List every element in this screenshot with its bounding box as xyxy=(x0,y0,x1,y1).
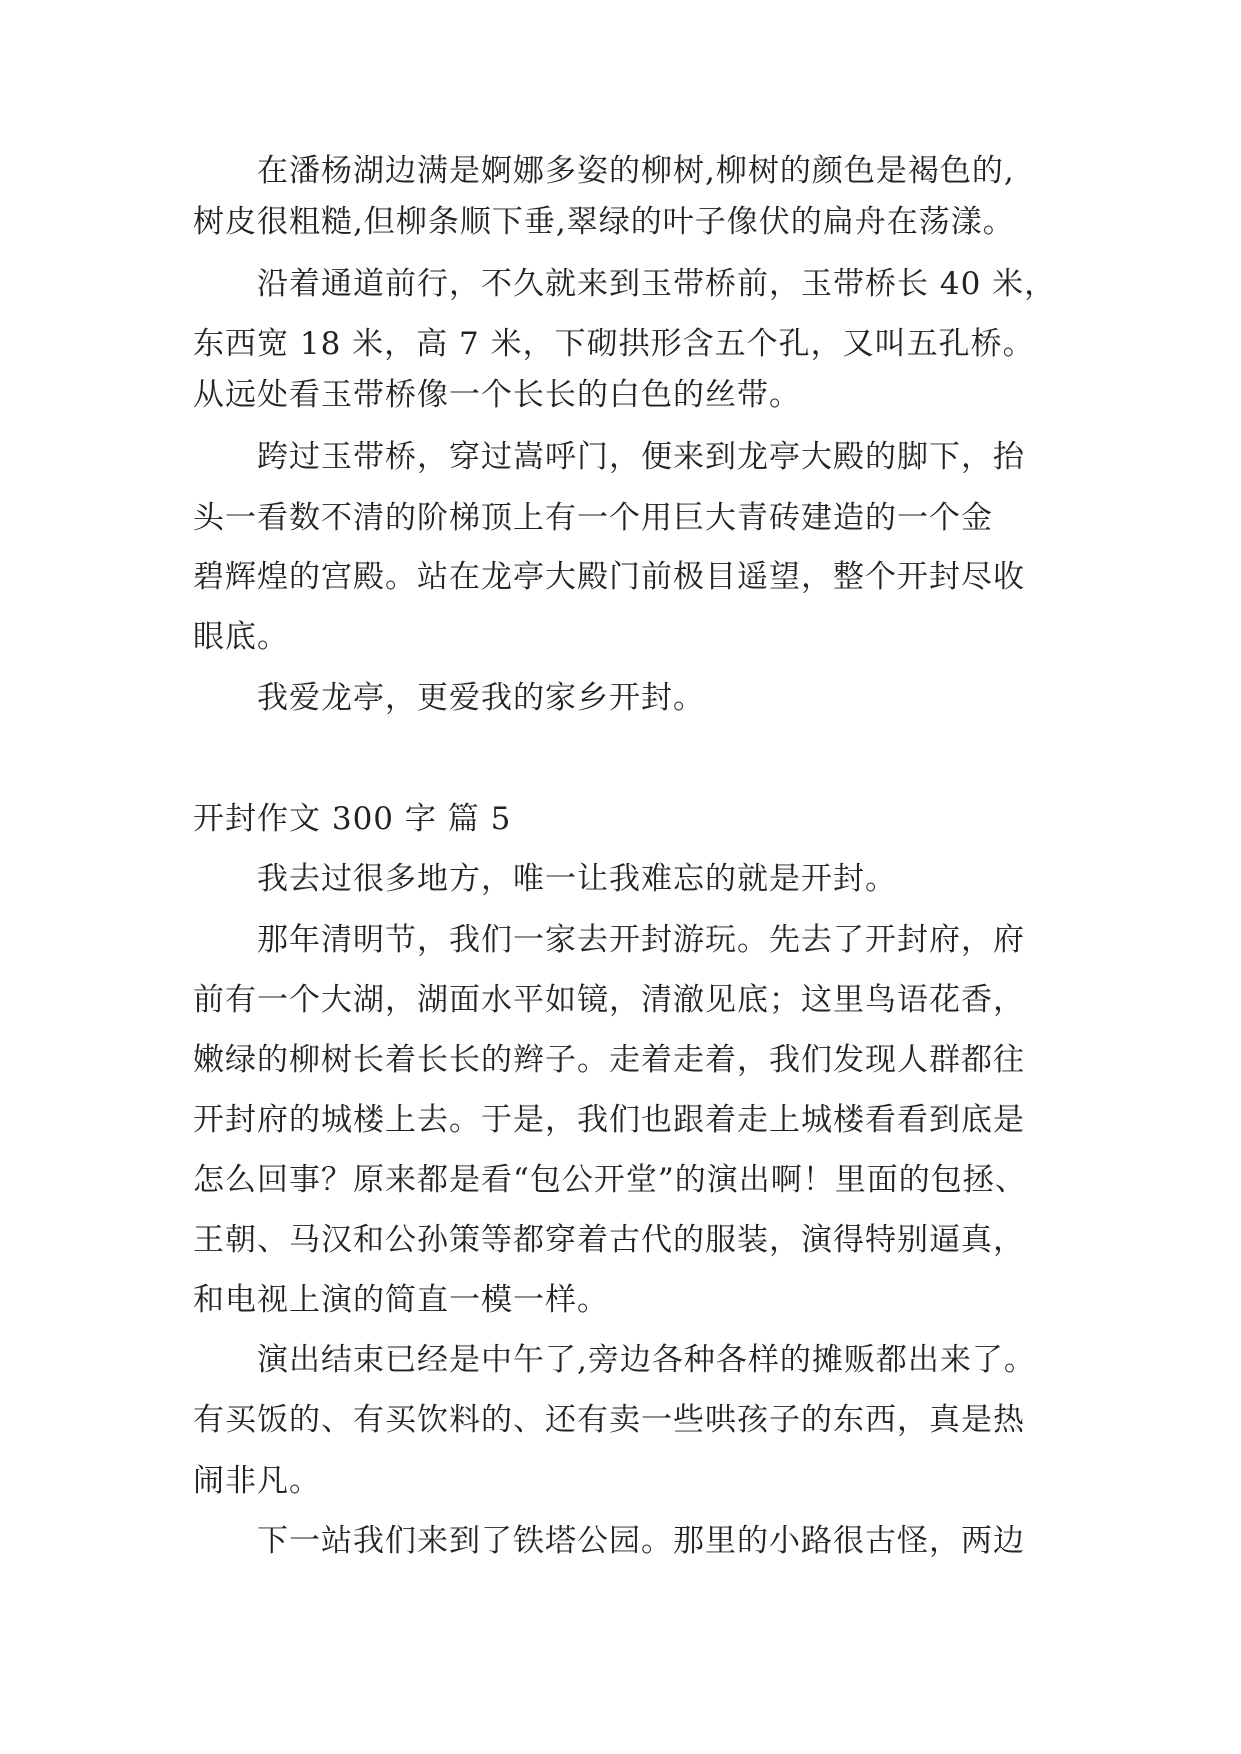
paragraph-line: 眼底。 xyxy=(193,619,289,655)
paragraph-line: 树皮很粗糙,但柳条顺下垂,翠绿的叶子像伏的扁舟在荡漾。 xyxy=(193,204,1015,240)
paragraph-line: 在潘杨湖边满是婀娜多姿的柳树,柳树的颜色是褐色的, xyxy=(257,153,1015,189)
paragraph-line: 怎么回事？原来都是看“包公开堂”的演出啊！里面的包拯、 xyxy=(193,1162,1027,1198)
paragraph-line: 王朝、马汉和公孙策等都穿着古代的服装，演得特别逼真， xyxy=(193,1222,1025,1258)
paragraph-line: 有买饭的、有买饮料的、还有卖一些哄孩子的东西，真是热 xyxy=(193,1402,1025,1438)
paragraph-line: 头一看数不清的阶梯顶上有一个用巨大青砖建造的一个金 xyxy=(193,500,993,536)
paragraph-line: 和电视上演的简直一模一样。 xyxy=(193,1282,609,1318)
paragraph-line: 我爱龙亭，更爱我的家乡开封。 xyxy=(257,680,705,716)
paragraph-line: 开封府的城楼上去。于是，我们也跟着走上城楼看看到底是 xyxy=(193,1102,1025,1138)
paragraph-line: 东西宽 18 米，高 7 米，下砌拱形含五个孔，又叫五孔桥。 xyxy=(193,326,1035,362)
paragraph-line: 下一站我们来到了铁塔公园。那里的小路很古怪，两边 xyxy=(257,1523,1025,1559)
paragraph-line: 我去过很多地方，唯一让我难忘的就是开封。 xyxy=(257,861,897,897)
paragraph-line: 跨过玉带桥，穿过嵩呼门，便来到龙亭大殿的脚下，抬 xyxy=(257,439,1025,475)
section-heading: 开封作文 300 字 篇 5 xyxy=(193,801,512,837)
paragraph-line: 沿着通道前行，不久就来到玉带桥前，玉带桥长 40 米， xyxy=(257,266,1057,302)
paragraph-line: 嫩绿的柳树长着长长的辫子。走着走着，我们发现人群都往 xyxy=(193,1042,1025,1078)
paragraph-line: 前有一个大湖，湖面水平如镜，清澈见底；这里鸟语花香， xyxy=(193,982,1025,1018)
paragraph-line: 碧辉煌的宫殿。站在龙亭大殿门前极目遥望，整个开封尽收 xyxy=(193,559,1025,595)
paragraph-line: 那年清明节，我们一家去开封游玩。先去了开封府，府 xyxy=(257,922,1025,958)
paragraph-line: 闹非凡。 xyxy=(193,1463,321,1499)
paragraph-line: 演出结束已经是中午了,旁边各种各样的摊贩都出来了。 xyxy=(257,1342,1036,1378)
paragraph-line: 从远处看玉带桥像一个长长的白色的丝带。 xyxy=(193,377,801,413)
